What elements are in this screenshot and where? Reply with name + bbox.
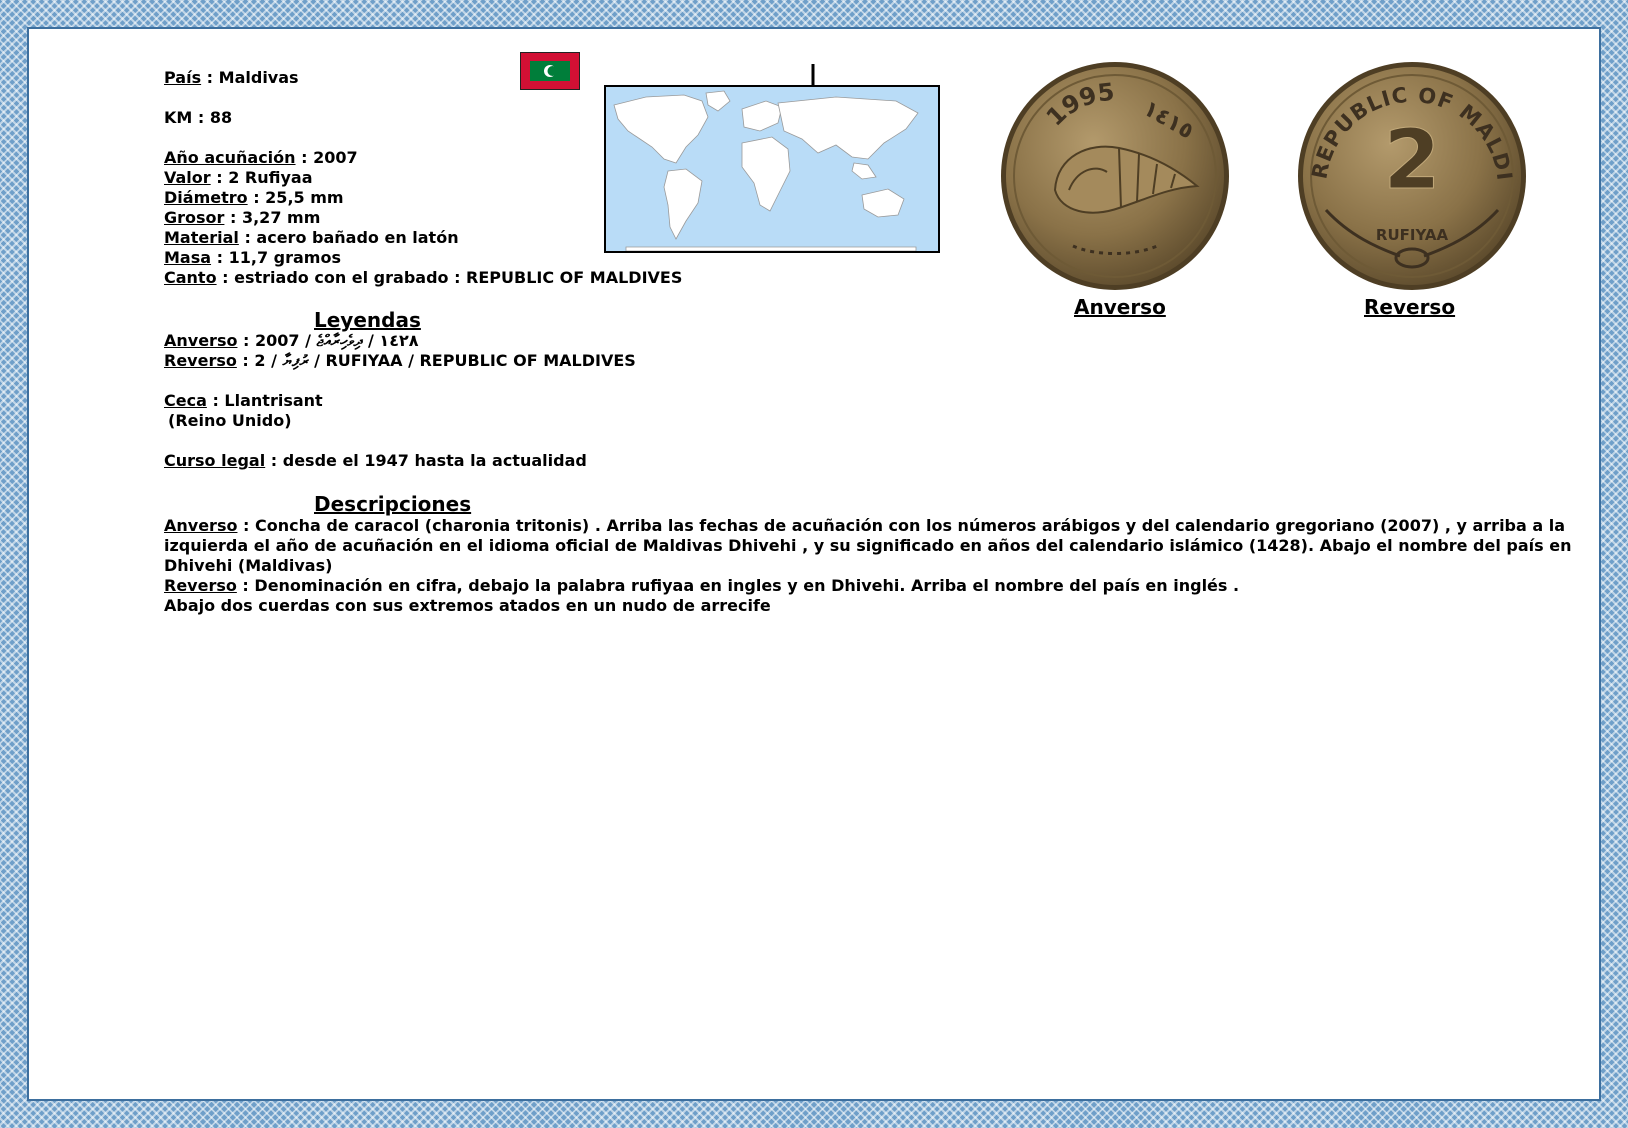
descripcion-anverso-label: Anverso [164, 516, 238, 535]
leyenda-reverso-value: 2 / ރުފިޔާ / RUFIYAA / REPUBLIC OF MALDIVES [254, 351, 636, 370]
ceca-line: Ceca : Llantrisant [164, 391, 323, 410]
grosor-line: Grosor : 3,27 mm [164, 208, 321, 227]
greenland-shape [706, 91, 730, 111]
world-map-shapes [606, 87, 938, 251]
km-value: KM : 88 [164, 108, 233, 127]
ceca-value: Llantrisant [224, 391, 323, 410]
coin-reverse-unit: RUFIYAA [1375, 226, 1449, 244]
coin-reverse-caption: Reverso [1364, 295, 1456, 319]
coin-obverse [999, 60, 1231, 292]
year-value: 2007 [313, 148, 358, 167]
coin-obverse-year: 1995 [1040, 77, 1116, 132]
descripcion-reverso-text: Denominación en cifra, debajo la palabra rufiyaa en ingles y en Dhivehi. Arriba el nombre del país en inglés . [254, 576, 1240, 595]
coin-obverse-caption: Anverso [1074, 295, 1166, 319]
leyenda-anverso-label: Anverso [164, 331, 238, 350]
crescent-icon [530, 61, 570, 81]
valor-line: Valor : 2 Rufiyaa [164, 168, 313, 187]
material-line: Material : acero bañado en latón [164, 228, 459, 247]
year-line: Año acuñación : 2007 [164, 148, 358, 167]
masa-label: Masa [164, 248, 212, 267]
descripcion-anverso-text: Concha de caracol (charonia tritonis) . Arriba las fechas de acuñación con los números arábigos y del calendario gregoriano (2007) , y arriba a la izquierda el año de acuñación en el idioma oficial de Maldivas Dhivehi , y su significado en años del calendario islámico (1428). Abajo el nombre del país en Dhivehi (Maldivas) [164, 516, 1572, 575]
descripciones-heading: Descripciones [314, 492, 472, 516]
masa-value: 11,7 gramos [228, 248, 341, 267]
curso-legal-line: Curso legal : desde el 1947 hasta la actualidad [164, 451, 587, 470]
canto-label: Canto [164, 268, 217, 287]
north-america-shape [614, 95, 708, 163]
country-value: Maldivas [218, 68, 299, 87]
south-america-shape [664, 169, 702, 239]
valor-label: Valor [164, 168, 211, 187]
leyenda-anverso-line: Anverso : 2007 / ١٤٢٨ / ދިވެހިރާއްޖެ [164, 331, 419, 350]
diametro-value: 25,5 mm [265, 188, 344, 207]
curso-legal-label: Curso legal [164, 451, 266, 470]
diametro-line: Diámetro : 25,5 mm [164, 188, 344, 207]
curso-legal-value: desde el 1947 hasta la actualidad [282, 451, 587, 470]
maldives-flag-icon [520, 52, 580, 90]
diametro-label: Diámetro [164, 188, 248, 207]
europe-shape [742, 101, 782, 131]
grosor-label: Grosor [164, 208, 225, 227]
valor-value: 2 Rufiyaa [228, 168, 313, 187]
descripcion-reverso-line2: Abajo dos cuerdas con sus extremos atados en un nudo de arrecife [164, 596, 771, 615]
grosor-value: 3,27 mm [241, 208, 321, 227]
coin-reverse-legend: REPUBLIC OF MALDI [1307, 82, 1517, 183]
leyenda-reverso-label: Reverso [164, 351, 237, 370]
ceca-label: Ceca [164, 391, 207, 410]
leyendas-heading: Leyendas [314, 308, 421, 332]
coin-obverse-image [999, 60, 1231, 292]
km-line [164, 108, 232, 128]
descripcion-reverso: Reverso : Denominación en cifra, debajo la palabra rufiyaa en ingles y en Dhivehi. Arriba el nombre del país en inglés . [164, 576, 1240, 595]
southeast-asia-shape [852, 163, 876, 179]
material-label: Material [164, 228, 239, 247]
year-label: Año acuñación [164, 148, 296, 167]
antarctica-shape [626, 247, 916, 251]
coin-reverse-image [1296, 60, 1528, 292]
australia-shape [862, 189, 904, 217]
ceca-country: (Reino Unido) [168, 411, 292, 430]
material-value: acero bañado en latón [256, 228, 459, 247]
leyenda-anverso-value: 2007 / ١٤٢٨ / ދިވެހިރާއްޖެ [255, 331, 419, 350]
descripcion-reverso-label: Reverso [164, 576, 237, 595]
flag-green-field [530, 61, 570, 81]
world-map [604, 85, 940, 253]
canto-value: estriado con el grabado : REPUBLIC OF MALDIVES [234, 268, 683, 287]
descripcion-anverso: Anverso : Concha de caracol (charonia tritonis) . Arriba las fechas de acuñación con los números arábigos y del calendario gregoriano (2007) , y arriba a la izquierda el año de acuñación en el idioma oficial de Maldivas Dhivehi , y su significado en años del calendario islámico (1428). Abajo el nombre del país en Dhivehi (Maldivas) [164, 516, 1572, 575]
coin-obverse-islamic-year: ١٤١٥ [1138, 96, 1198, 145]
coin-reverse-numeral: 2 [1383, 113, 1441, 208]
canto-line: Canto : estriado con el grabado : REPUBLIC OF MALDIVES [164, 268, 683, 287]
country-label: País [164, 68, 202, 87]
leyenda-reverso-line: Reverso : 2 / ރުފިޔާ / RUFIYAA / REPUBLIC OF MALDIVES [164, 351, 636, 370]
masa-line: Masa : 11,7 gramos [164, 248, 341, 267]
asia-shape [778, 97, 918, 159]
coin-reverse [1296, 60, 1528, 292]
africa-shape [742, 137, 790, 211]
country-line: País : Maldivas [164, 68, 299, 87]
